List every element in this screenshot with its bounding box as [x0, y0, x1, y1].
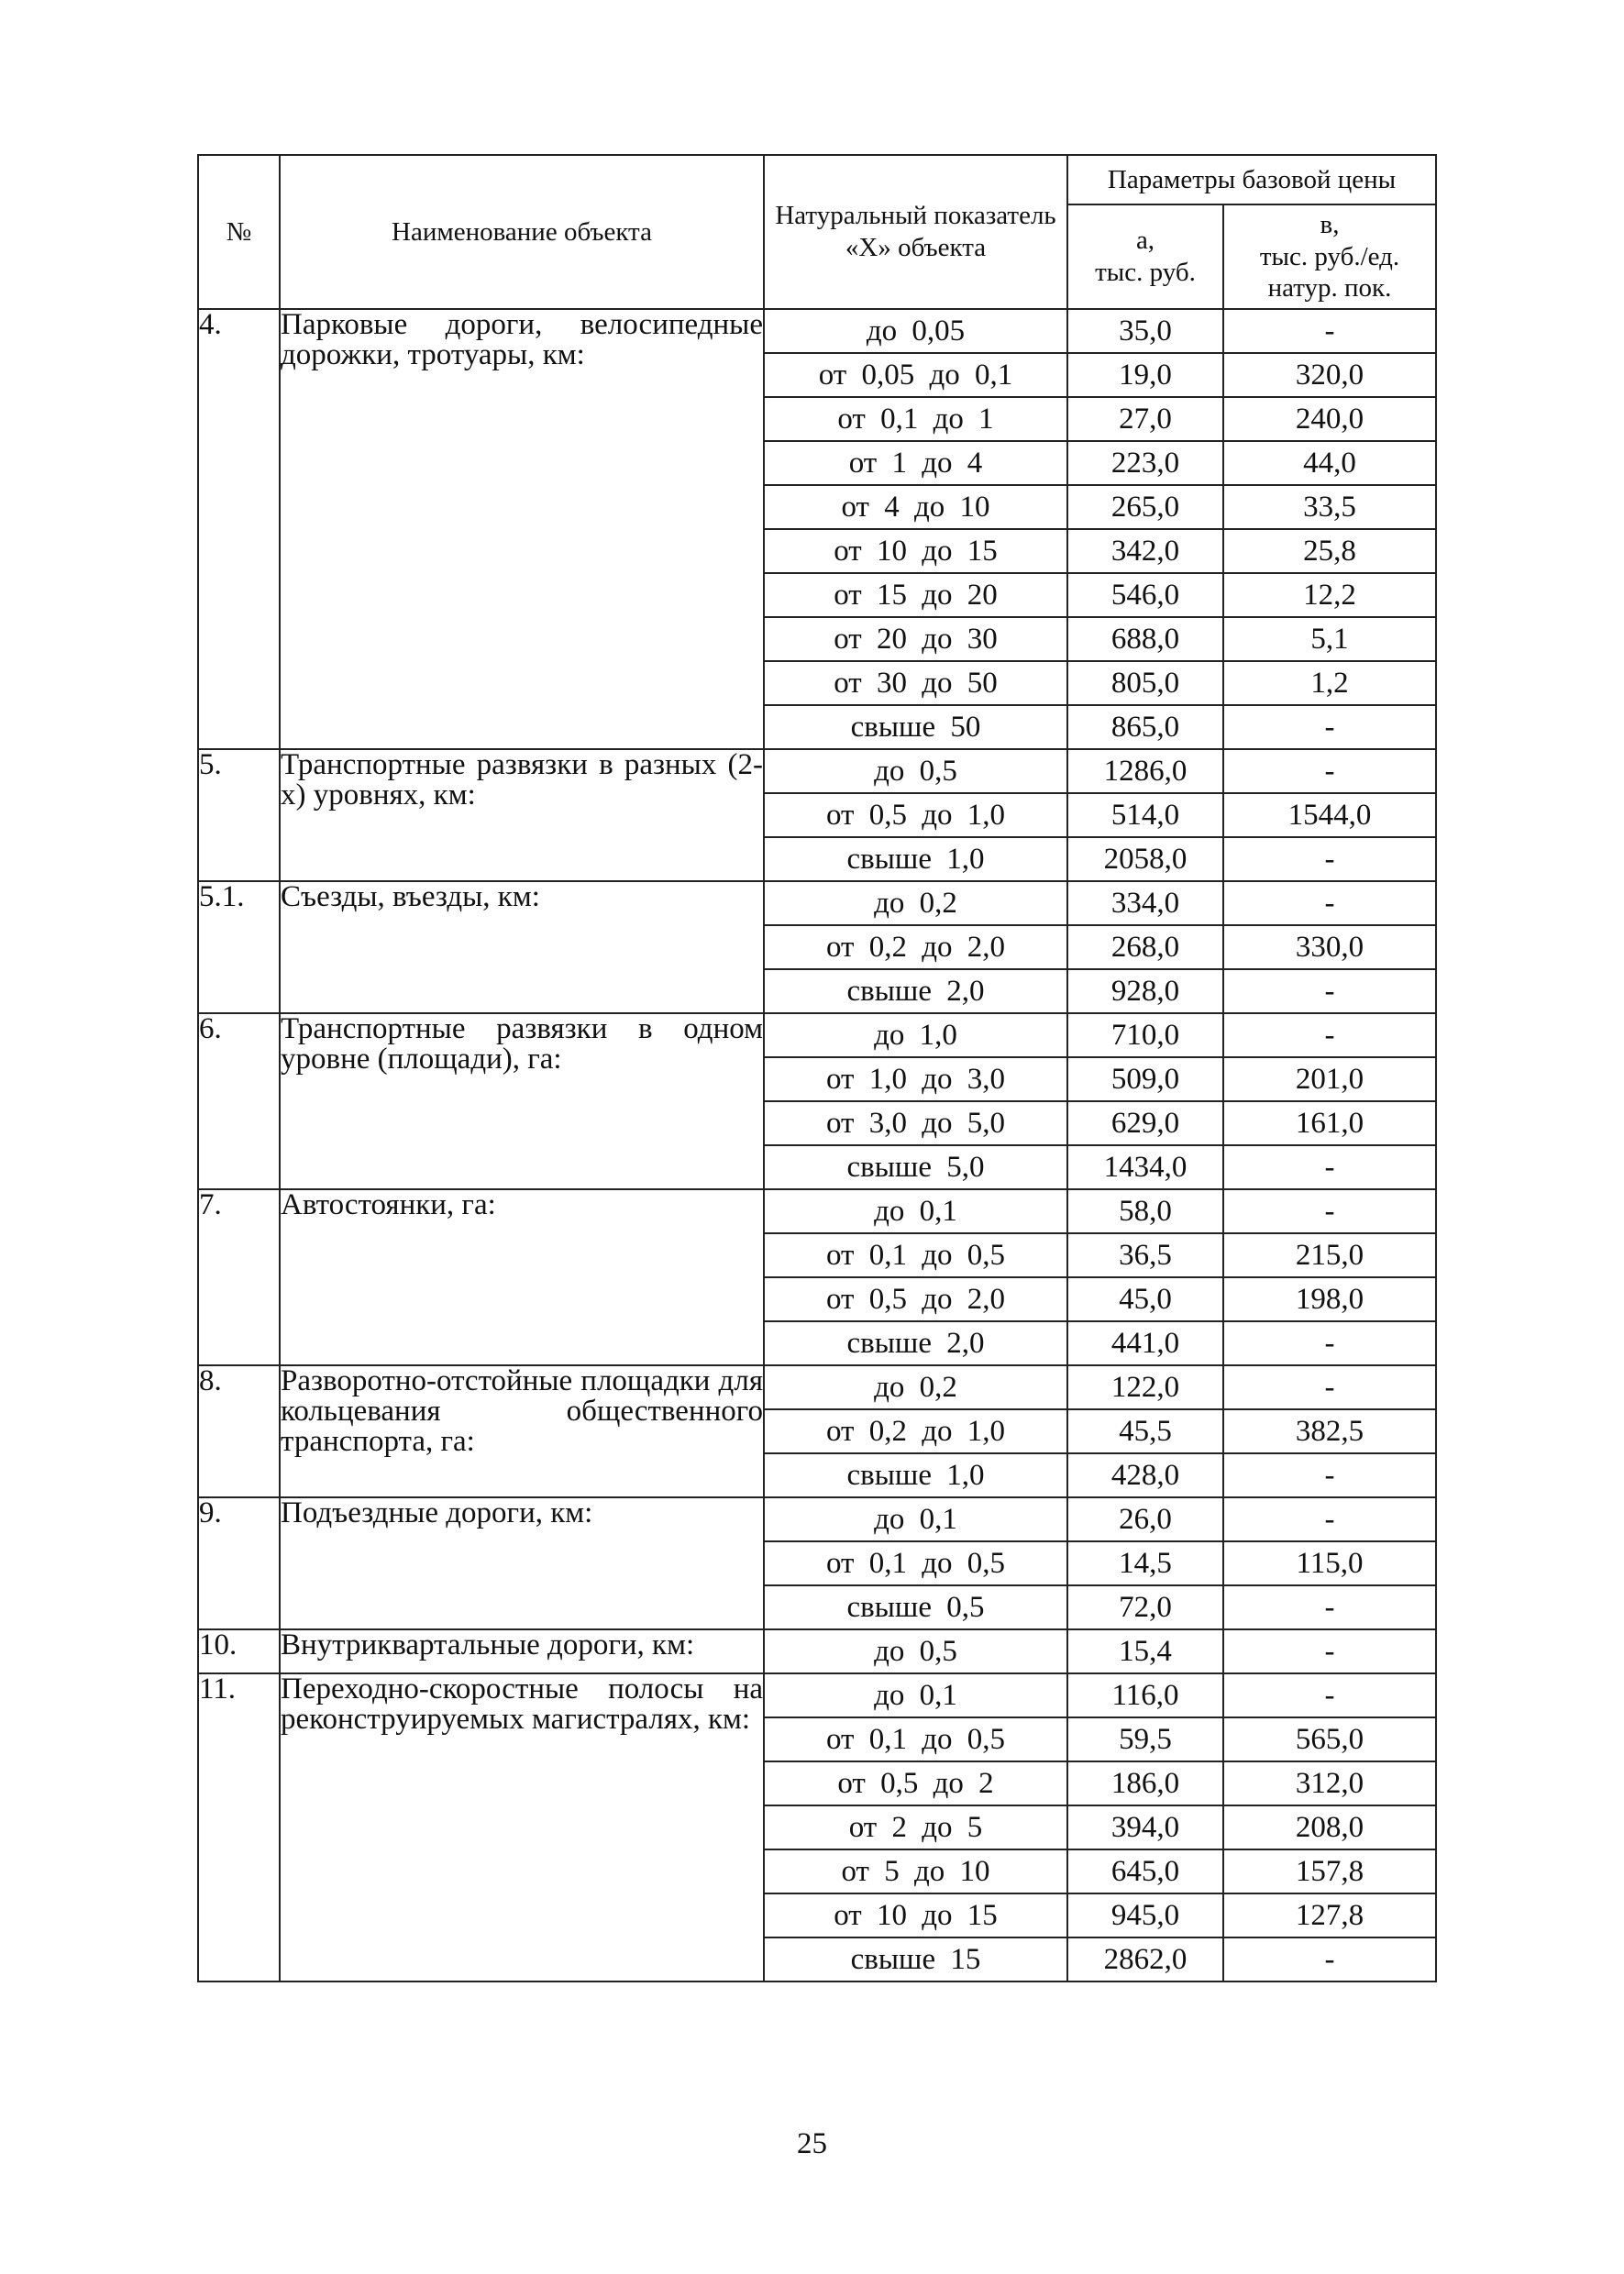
indicator-range: от 0,2 до 2,0 [764, 925, 1067, 969]
table-row [198, 881, 1436, 925]
price-b: 215,0 [1223, 1233, 1436, 1277]
header-a-unit: тыс. руб. [1095, 258, 1196, 287]
price-b: 208,0 [1223, 1805, 1436, 1849]
indicator-range: от 30 до 50 [764, 661, 1067, 705]
price-a: 27,0 [1067, 397, 1223, 441]
price-b: - [1223, 1629, 1436, 1673]
price-a: 45,0 [1067, 1277, 1223, 1321]
item-name: Подъездные дороги, км: [280, 1497, 764, 1629]
price-b: 312,0 [1223, 1761, 1436, 1805]
price-b: - [1223, 1365, 1436, 1409]
price-b: 161,0 [1223, 1101, 1436, 1145]
price-a: 441,0 [1067, 1321, 1223, 1365]
price-a: 122,0 [1067, 1365, 1223, 1409]
indicator-range: от 4 до 10 [764, 485, 1067, 529]
price-b: - [1223, 705, 1436, 749]
indicator-range: до 0,2 [764, 1365, 1067, 1409]
price-a: 58,0 [1067, 1189, 1223, 1233]
indicator-range: от 10 до 15 [764, 529, 1067, 573]
indicator-range: от 3,0 до 5,0 [764, 1101, 1067, 1145]
price-b: - [1223, 837, 1436, 881]
price-b: 44,0 [1223, 441, 1436, 485]
indicator-range: от 1 до 4 [764, 441, 1067, 485]
price-b: - [1223, 1937, 1436, 1981]
price-b: 115,0 [1223, 1541, 1436, 1585]
price-b: 1,2 [1223, 661, 1436, 705]
price-a: 546,0 [1067, 573, 1223, 617]
price-b: - [1223, 881, 1436, 925]
indicator-range: свыше 1,0 [764, 837, 1067, 881]
price-b: 25,8 [1223, 529, 1436, 573]
price-a: 509,0 [1067, 1057, 1223, 1101]
item-name: Автостоянки, га: [280, 1189, 764, 1365]
indicator-range: до 0,2 [764, 881, 1067, 925]
page-number: 25 [797, 2127, 827, 2160]
indicator-range: свыше 2,0 [764, 969, 1067, 1013]
header-num: № [198, 155, 280, 309]
item-number: 10. [198, 1629, 280, 1673]
table-row [198, 749, 1436, 793]
item-name: Внутриквартальные дороги, км: [280, 1629, 764, 1673]
indicator-range: от 0,1 до 0,5 [764, 1717, 1067, 1761]
header-params: Параметры базовой цены [1067, 155, 1436, 204]
price-a: 688,0 [1067, 617, 1223, 661]
indicator-range: свыше 50 [764, 705, 1067, 749]
price-a: 514,0 [1067, 793, 1223, 837]
indicator-range: от 0,1 до 0,5 [764, 1541, 1067, 1585]
price-b: 201,0 [1223, 1057, 1436, 1101]
table-row [198, 309, 1436, 353]
price-a: 36,5 [1067, 1233, 1223, 1277]
price-a: 805,0 [1067, 661, 1223, 705]
header-indicator: Натуральный показатель «X» объекта [764, 155, 1067, 309]
price-a: 342,0 [1067, 529, 1223, 573]
table-row [198, 1673, 1436, 1717]
indicator-range: от 0,5 до 2,0 [764, 1277, 1067, 1321]
price-a: 59,5 [1067, 1717, 1223, 1761]
indicator-range: свыше 1,0 [764, 1453, 1067, 1497]
indicator-range: от 5 до 10 [764, 1849, 1067, 1893]
price-a: 35,0 [1067, 309, 1223, 353]
indicator-range: от 0,2 до 1,0 [764, 1409, 1067, 1453]
price-a: 865,0 [1067, 705, 1223, 749]
indicator-range: от 15 до 20 [764, 573, 1067, 617]
price-b: - [1223, 1585, 1436, 1629]
indicator-range: до 0,1 [764, 1673, 1067, 1717]
price-b: 1544,0 [1223, 793, 1436, 837]
indicator-range: от 0,5 до 2 [764, 1761, 1067, 1805]
price-b: 33,5 [1223, 485, 1436, 529]
table-body [198, 309, 1436, 1981]
header-name: Наименование объекта [280, 155, 764, 309]
price-b: - [1223, 749, 1436, 793]
price-b: - [1223, 969, 1436, 1013]
indicator-range: до 0,5 [764, 1629, 1067, 1673]
table-row [198, 1629, 1436, 1673]
item-number: 11. [198, 1673, 280, 1981]
item-number: 7. [198, 1189, 280, 1365]
price-a: 186,0 [1067, 1761, 1223, 1805]
price-a: 629,0 [1067, 1101, 1223, 1145]
item-name: Съезды, въезды, км: [280, 881, 764, 1013]
indicator-range: от 20 до 30 [764, 617, 1067, 661]
price-b: 565,0 [1223, 1717, 1436, 1761]
table-row [198, 1497, 1436, 1541]
price-a: 116,0 [1067, 1673, 1223, 1717]
price-a: 645,0 [1067, 1849, 1223, 1893]
indicator-range: от 0,05 до 0,1 [764, 353, 1067, 397]
price-b: 382,5 [1223, 1409, 1436, 1453]
item-name: Переходно-скоростные полосы на реконструируемых магистралях, км: [280, 1673, 764, 1981]
price-a: 72,0 [1067, 1585, 1223, 1629]
price-b: 12,2 [1223, 573, 1436, 617]
price-a: 394,0 [1067, 1805, 1223, 1849]
price-a: 26,0 [1067, 1497, 1223, 1541]
indicator-range: свыше 15 [764, 1937, 1067, 1981]
price-a: 223,0 [1067, 441, 1223, 485]
header-a-label: а, [1135, 226, 1155, 256]
price-b: - [1223, 1013, 1436, 1057]
header-b-unit-1: тыс. руб./ед. [1259, 241, 1400, 271]
item-name: Разворотно-отстойные площадки для кольцевания общественного транспорта, га: [280, 1365, 764, 1497]
item-name: Транспортные развязки в разных (2-х) уровнях, км: [280, 749, 764, 881]
table-row [198, 1189, 1436, 1233]
price-a: 1286,0 [1067, 749, 1223, 793]
item-name: Парковые дороги, велосипедные дорожки, тротуары, км: [280, 309, 764, 749]
price-a: 15,4 [1067, 1629, 1223, 1673]
price-a: 710,0 [1067, 1013, 1223, 1057]
price-a: 334,0 [1067, 881, 1223, 925]
price-b: - [1223, 1673, 1436, 1717]
header-b-label: в, [1320, 209, 1340, 239]
price-b: 127,8 [1223, 1893, 1436, 1937]
price-a: 428,0 [1067, 1453, 1223, 1497]
item-number: 4. [198, 309, 280, 749]
price-b: 198,0 [1223, 1277, 1436, 1321]
header-b [1223, 204, 1436, 309]
item-number: 5.1. [198, 881, 280, 1013]
price-b: - [1223, 309, 1436, 353]
price-a: 45,5 [1067, 1409, 1223, 1453]
indicator-range: до 0,05 [764, 309, 1067, 353]
price-b: 5,1 [1223, 617, 1436, 661]
indicator-range: от 0,1 до 0,5 [764, 1233, 1067, 1277]
item-number: 6. [198, 1013, 280, 1189]
table-header [198, 155, 1436, 309]
table-row [198, 1013, 1436, 1057]
table-row [198, 1365, 1436, 1409]
indicator-range: свыше 0,5 [764, 1585, 1067, 1629]
item-number: 8. [198, 1365, 280, 1497]
indicator-range: от 0,5 до 1,0 [764, 793, 1067, 837]
price-b: - [1223, 1321, 1436, 1365]
price-a: 2862,0 [1067, 1937, 1223, 1981]
price-b: 240,0 [1223, 397, 1436, 441]
indicator-range: от 10 до 15 [764, 1893, 1067, 1937]
price-b: 157,8 [1223, 1849, 1436, 1893]
indicator-range: до 0,1 [764, 1497, 1067, 1541]
price-b: - [1223, 1145, 1436, 1189]
indicator-range: до 0,1 [764, 1189, 1067, 1233]
indicator-range: от 0,1 до 1 [764, 397, 1067, 441]
price-a: 945,0 [1067, 1893, 1223, 1937]
item-name: Транспортные развязки в одном уровне (площади), га: [280, 1013, 764, 1189]
indicator-range: до 1,0 [764, 1013, 1067, 1057]
indicator-range: от 1,0 до 3,0 [764, 1057, 1067, 1101]
price-b: 330,0 [1223, 925, 1436, 969]
item-number: 9. [198, 1497, 280, 1629]
indicator-range: до 0,5 [764, 749, 1067, 793]
price-b: - [1223, 1453, 1436, 1497]
price-a: 14,5 [1067, 1541, 1223, 1585]
price-b: - [1223, 1189, 1436, 1233]
indicator-range: от 2 до 5 [764, 1805, 1067, 1849]
indicator-range: свыше 2,0 [764, 1321, 1067, 1365]
price-a: 265,0 [1067, 485, 1223, 529]
indicator-range: свыше 5,0 [764, 1145, 1067, 1189]
item-number: 5. [198, 749, 280, 881]
header-a [1067, 204, 1223, 309]
header-b-unit-2: натур. пок. [1267, 273, 1392, 304]
price-a: 2058,0 [1067, 837, 1223, 881]
price-table [197, 154, 1437, 1982]
price-a: 1434,0 [1067, 1145, 1223, 1189]
price-a: 928,0 [1067, 969, 1223, 1013]
price-b: 320,0 [1223, 353, 1436, 397]
price-b: - [1223, 1497, 1436, 1541]
price-a: 268,0 [1067, 925, 1223, 969]
price-a: 19,0 [1067, 353, 1223, 397]
